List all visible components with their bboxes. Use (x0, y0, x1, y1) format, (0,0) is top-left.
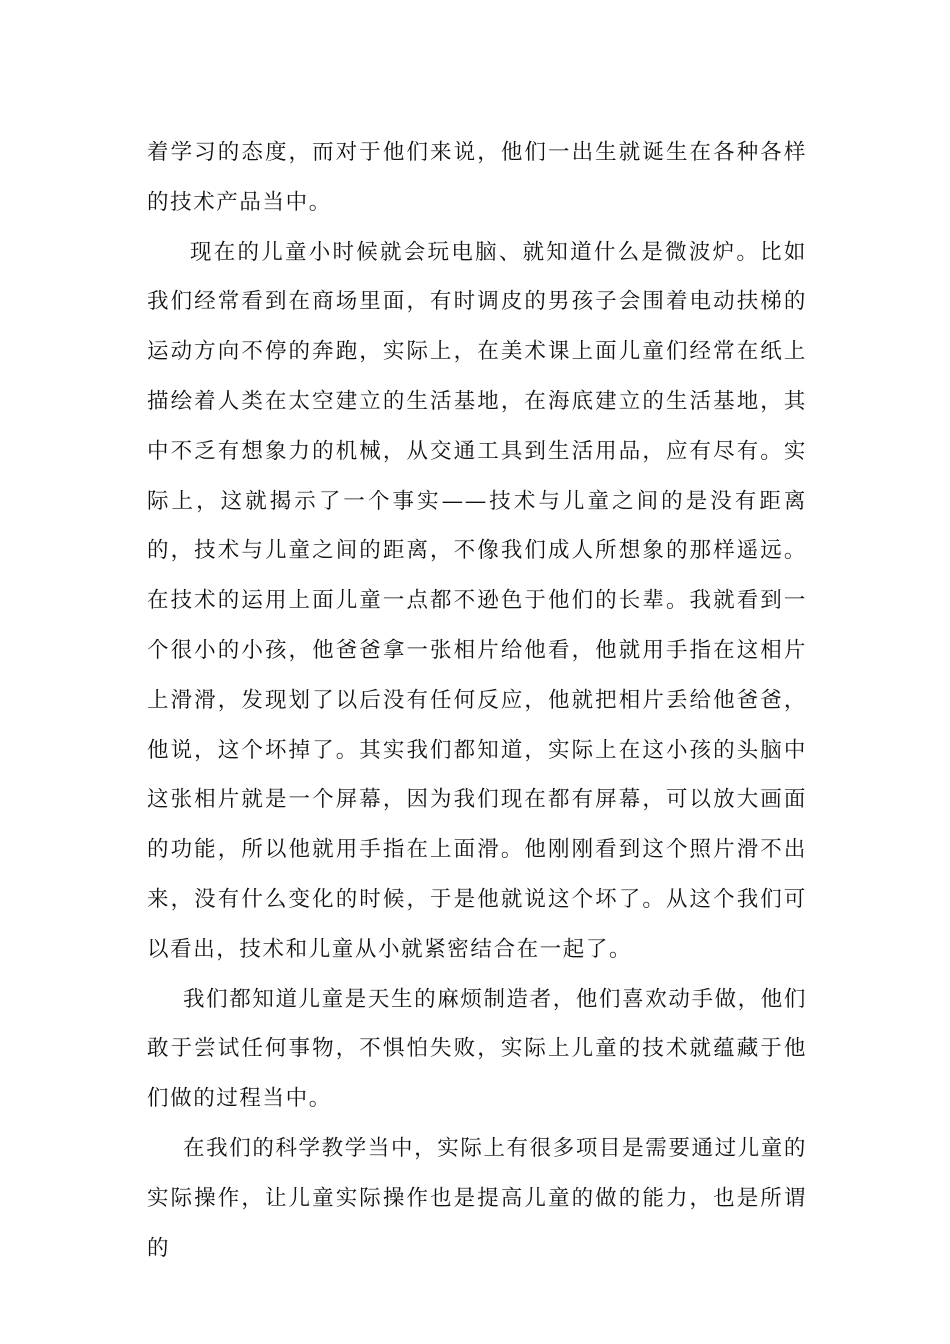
paragraph-continuation: 着学习的态度，而对于他们来说，他们一出生就诞生在各种各样的技术产品当中。 (147, 140, 807, 215)
paragraph-trouble-makers: 我们都知道儿童是天生的麻烦制造者，他们喜欢动手做，他们敢于尝试任何事物，不惧怕失败，实际上儿童的技术就蕴藏于他们做的过程当中。 (147, 986, 807, 1112)
paragraph-science-teaching: 在我们的科学教学当中，实际上有很多项目是需要通过儿童的实际操作，让儿童实际操作也是提高儿童的做的能力，也是所谓的 (147, 1135, 807, 1261)
body-text (147, 128, 807, 1273)
paragraph-children-and-technology: 现在的儿童小时候就会玩电脑、就知道什么是微波炉。比如我们经常看到在商场里面，有时调皮的男孩子会围着电动扶梯的运动方向不停的奔跑，实际上，在美术课上面儿童们经常在纸上描绘着人类在太空建立的生活基地，在海底建立的生活基地，其中不乏有想象力的机械，从交通工具到生活用品，应有尽有。实际上，这就揭示了一个事实——技术与儿童之间的是没有距离的，技术与儿童之间的距离，不像我们成人所想象的那样遥远。在技术的运用上面儿童一点都不逊色于他们的长辈。我就看到一个很小的小孩，他爸爸拿一张相片给他看，他就用手指在这相片上滑滑，发现划了以后没有任何反应，他就把相片丢给他爸爸，他说，这个坏掉了。其实我们都知道，实际上在这小孩的头脑中这张相片就是一个屏幕，因为我们现在都有屏幕，可以放大画面的功能，所以他就用手指在上面滑。他刚刚看到这个照片滑不出来，没有什么变化的时候，于是他就说这个坏了。从这个我们可以看出，技术和儿童从小就紧密结合在一起了。 (147, 239, 807, 962)
